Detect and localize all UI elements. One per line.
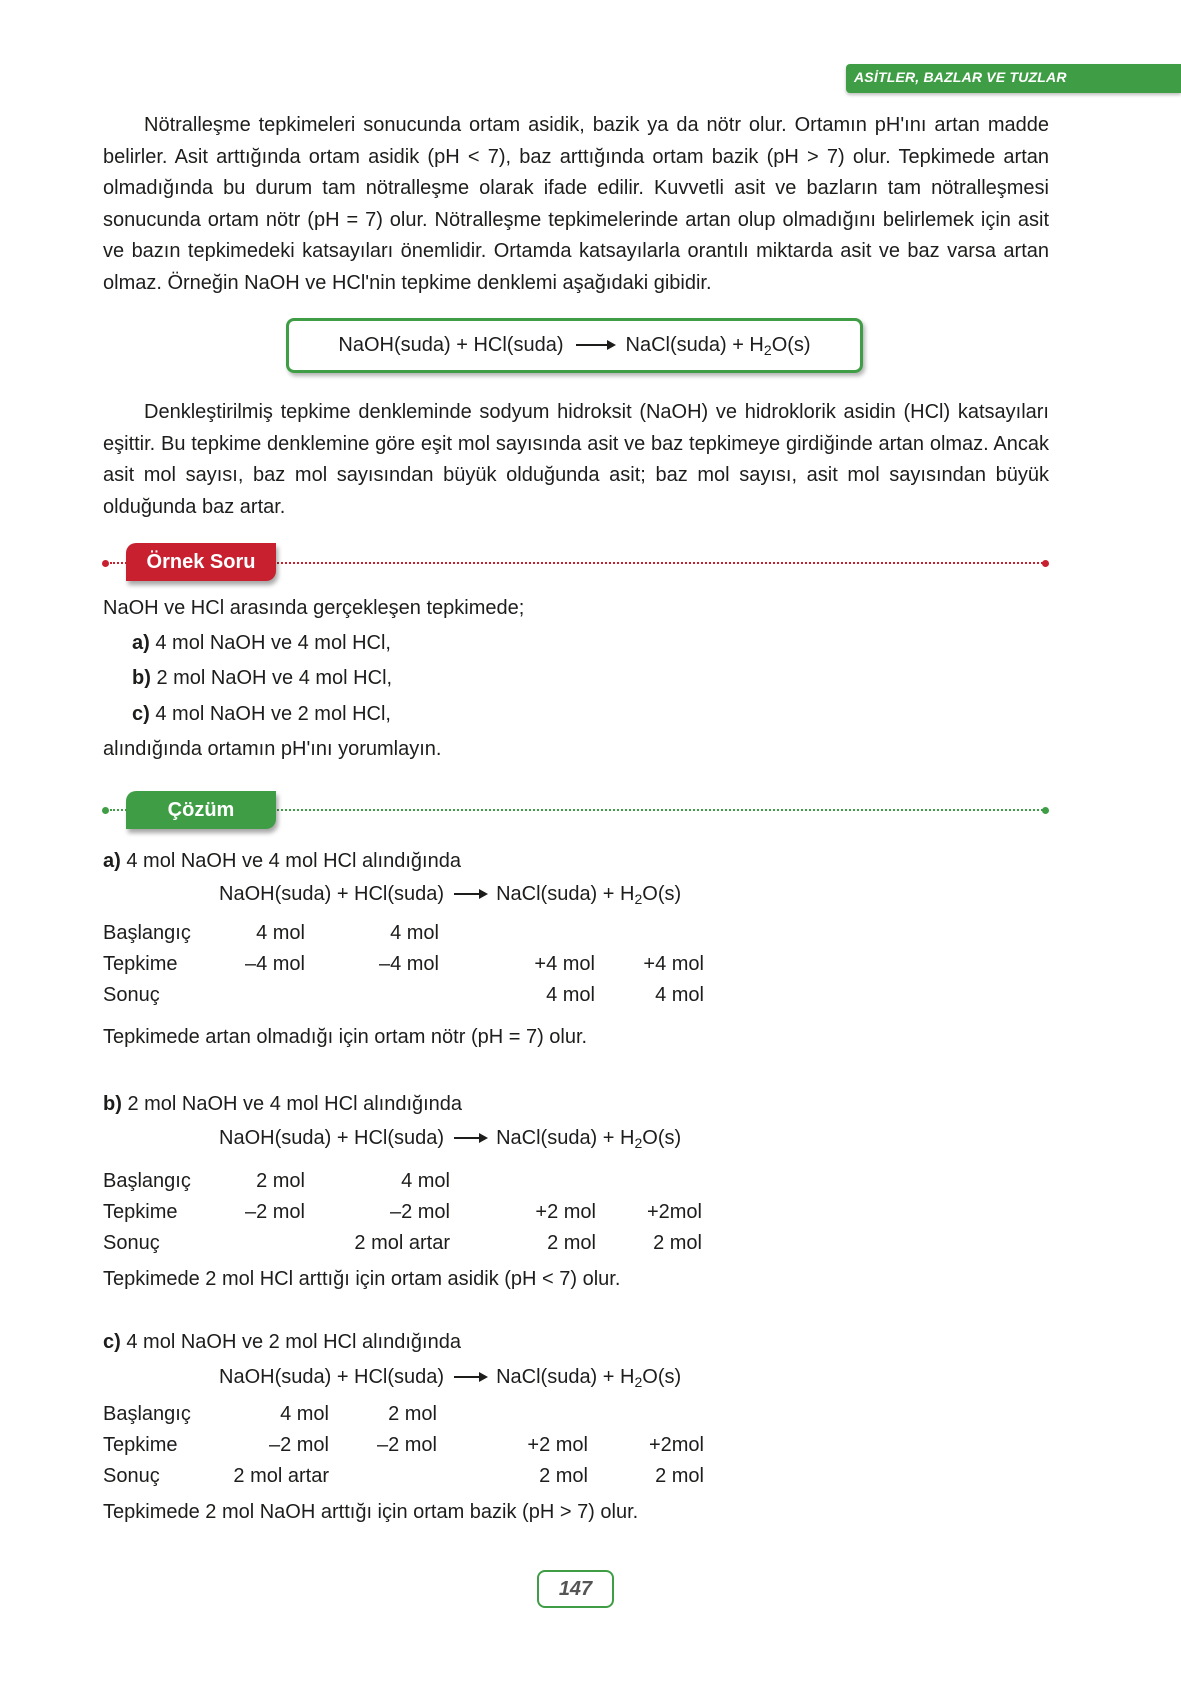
example-tag: Örnek Soru bbox=[126, 543, 276, 581]
cell-a-reaction-hcl: –4 mol bbox=[378, 953, 439, 975]
row-label-start: Başlangıç bbox=[103, 1403, 191, 1425]
cell-c-result-naoh: 2 mol artar bbox=[233, 1465, 329, 1487]
page-number: 147 bbox=[537, 1570, 614, 1608]
cell-c-result-nacl: 2 mol bbox=[539, 1465, 588, 1487]
intro-paragraph-2-text: Denkleştirilmiş tepkime denkleminde sodyum hidroksit (NaOH) ve hidroklorik asidin (HCl) katsayıları eşittir. Bu tepkime denklemine göre eşit mol sayısında asit ve baz tepkimeye girdiğinde artan olmaz. Ancak asit mol sayısı, baz mol sayısından büyük olduğunda asit; baz mol sayısı, asit mol sayısından büyük olduğunda baz artar. bbox=[103, 401, 1049, 518]
row-label-result: Sonuç bbox=[103, 1465, 160, 1487]
intro-paragraph-2 bbox=[103, 397, 1049, 523]
solution-part-c-title: c) 4 mol NaOH ve 2 mol HCl alındığında bbox=[103, 1331, 461, 1353]
solution-part-a-equation: NaOH(suda) + HCl(suda) NaCl(suda) + $H_2O(s)$ bbox=[219, 883, 682, 907]
intro-paragraph-1 bbox=[103, 110, 1049, 299]
example-line-start-dot bbox=[102, 560, 109, 567]
section-header-bar bbox=[846, 64, 1181, 93]
solution-part-a-title: a) 4 mol NaOH ve 4 mol HCl alındığında bbox=[103, 850, 461, 872]
intro-paragraph-1-text: Nötralleşme tepkimeleri sonucunda ortam asidik, bazik ya da nötr olur. Ortamın pH'ını artan madde belirler. Asit arttığında ortam asidik (pH < 7), baz arttığında ortam bazik (pH > 7) olur. Tepkimede artan olmadığında bu durum tam nötralleşme olarak ifade edilir. Kuvvetli asit ve bazların tam nötralleşmesi sonucunda ortam nötr (pH = 7) olur. Nötralleşme tepkimelerinde artan olup olmadığını belirlemek için asit ve bazın tepkimedeki katsayıları önemlidir. Ortamda katsayılarla orantılı miktarda asit ve baz varsa artan olmaz. Örneğin NaOH ve HCl'nin tepkime denklemi aşağıdaki gibidir. bbox=[103, 114, 1049, 294]
cell-b-reaction-nacl: +2 mol bbox=[535, 1201, 596, 1223]
row-label-result: Sonuç bbox=[103, 984, 160, 1006]
equation-products: NaCl(suda) + $H_2O(s)$ bbox=[625, 334, 811, 358]
cell-b-result-nacl: 2 mol bbox=[547, 1232, 596, 1254]
equation-box bbox=[286, 318, 863, 373]
cell-a-reaction-nacl: +4 mol bbox=[534, 953, 595, 975]
cell-c-reaction-naoh: –2 mol bbox=[268, 1434, 329, 1456]
cell-c-reaction-h2o: +2mol bbox=[648, 1434, 704, 1456]
row-label-reaction: Tepkime bbox=[103, 1201, 178, 1223]
cell-a-start-hcl: 4 mol bbox=[390, 922, 439, 944]
cell-b-reaction-hcl: –2 mol bbox=[389, 1201, 450, 1223]
equation-reactants: NaOH(suda) + HCl(suda) bbox=[338, 334, 564, 356]
row-label-start: Başlangıç bbox=[103, 922, 191, 944]
row-label-reaction: Tepkime bbox=[103, 1434, 178, 1456]
example-item-b: b) 2 mol NaOH ve 4 mol HCl, bbox=[132, 667, 393, 689]
cell-c-reaction-nacl: +2 mol bbox=[527, 1434, 588, 1456]
reaction-arrow-icon bbox=[454, 1137, 486, 1139]
cell-c-reaction-hcl: –2 mol bbox=[376, 1434, 437, 1456]
reaction-arrow-icon bbox=[454, 893, 486, 895]
cell-b-reaction-naoh: –2 mol bbox=[244, 1201, 305, 1223]
example-line-end-dot bbox=[1042, 560, 1049, 567]
cell-c-start-hcl: 2 mol bbox=[388, 1403, 437, 1425]
row-label-result: Sonuç bbox=[103, 1232, 160, 1254]
cell-b-start-naoh: 2 mol bbox=[256, 1170, 305, 1192]
example-outro: alındığında ortamın pH'ını yorumlayın. bbox=[103, 738, 442, 760]
cell-a-start-naoh: 4 mol bbox=[256, 922, 305, 944]
cell-c-result-h2o: 2 mol bbox=[655, 1465, 704, 1487]
cell-a-reaction-h2o: +4 mol bbox=[643, 953, 704, 975]
solution-part-a-conclusion: Tepkimede artan olmadığı için ortam nötr (pH = 7) olur. bbox=[103, 1026, 588, 1048]
solution-part-c-conclusion: Tepkimede 2 mol NaOH arttığı için ortam bazik (pH > 7) olur. bbox=[103, 1501, 639, 1523]
row-label-reaction: Tepkime bbox=[103, 953, 178, 975]
cell-b-start-hcl: 4 mol bbox=[401, 1170, 450, 1192]
cell-a-result-nacl: 4 mol bbox=[546, 984, 595, 1006]
solution-tag: Çözüm bbox=[126, 791, 276, 829]
solution-line-start-dot bbox=[102, 807, 109, 814]
example-item-c: c) 4 mol NaOH ve 2 mol HCl, bbox=[132, 703, 391, 725]
cell-b-result-hcl: 2 mol artar bbox=[354, 1232, 450, 1254]
reaction-arrow-icon bbox=[454, 1376, 486, 1378]
example-intro: NaOH ve HCl arasında gerçekleşen tepkimede; bbox=[103, 597, 525, 619]
reaction-arrow-icon bbox=[576, 344, 614, 346]
cell-b-result-h2o: 2 mol bbox=[653, 1232, 702, 1254]
solution-line-end-dot bbox=[1042, 807, 1049, 814]
solution-part-c-equation: NaOH(suda) + HCl(suda) NaCl(suda) + $H_2O(s)$ bbox=[219, 1366, 682, 1390]
cell-c-start-naoh: 4 mol bbox=[280, 1403, 329, 1425]
cell-b-reaction-h2o: +2mol bbox=[646, 1201, 702, 1223]
cell-a-result-h2o: 4 mol bbox=[655, 984, 704, 1006]
section-title: ASİTLER, BAZLAR VE TUZLAR bbox=[854, 69, 1067, 85]
solution-part-b-equation: NaOH(suda) + HCl(suda) NaCl(suda) + $H_2O(s)$ bbox=[219, 1127, 682, 1151]
example-item-a: a) 4 mol NaOH ve 4 mol HCl, bbox=[132, 632, 391, 654]
cell-a-reaction-naoh: –4 mol bbox=[244, 953, 305, 975]
solution-part-b-title: b) 2 mol NaOH ve 4 mol HCl alındığında bbox=[103, 1093, 463, 1115]
solution-part-b-conclusion: Tepkimede 2 mol HCl arttığı için ortam asidik (pH < 7) olur. bbox=[103, 1268, 621, 1290]
row-label-start: Başlangıç bbox=[103, 1170, 191, 1192]
